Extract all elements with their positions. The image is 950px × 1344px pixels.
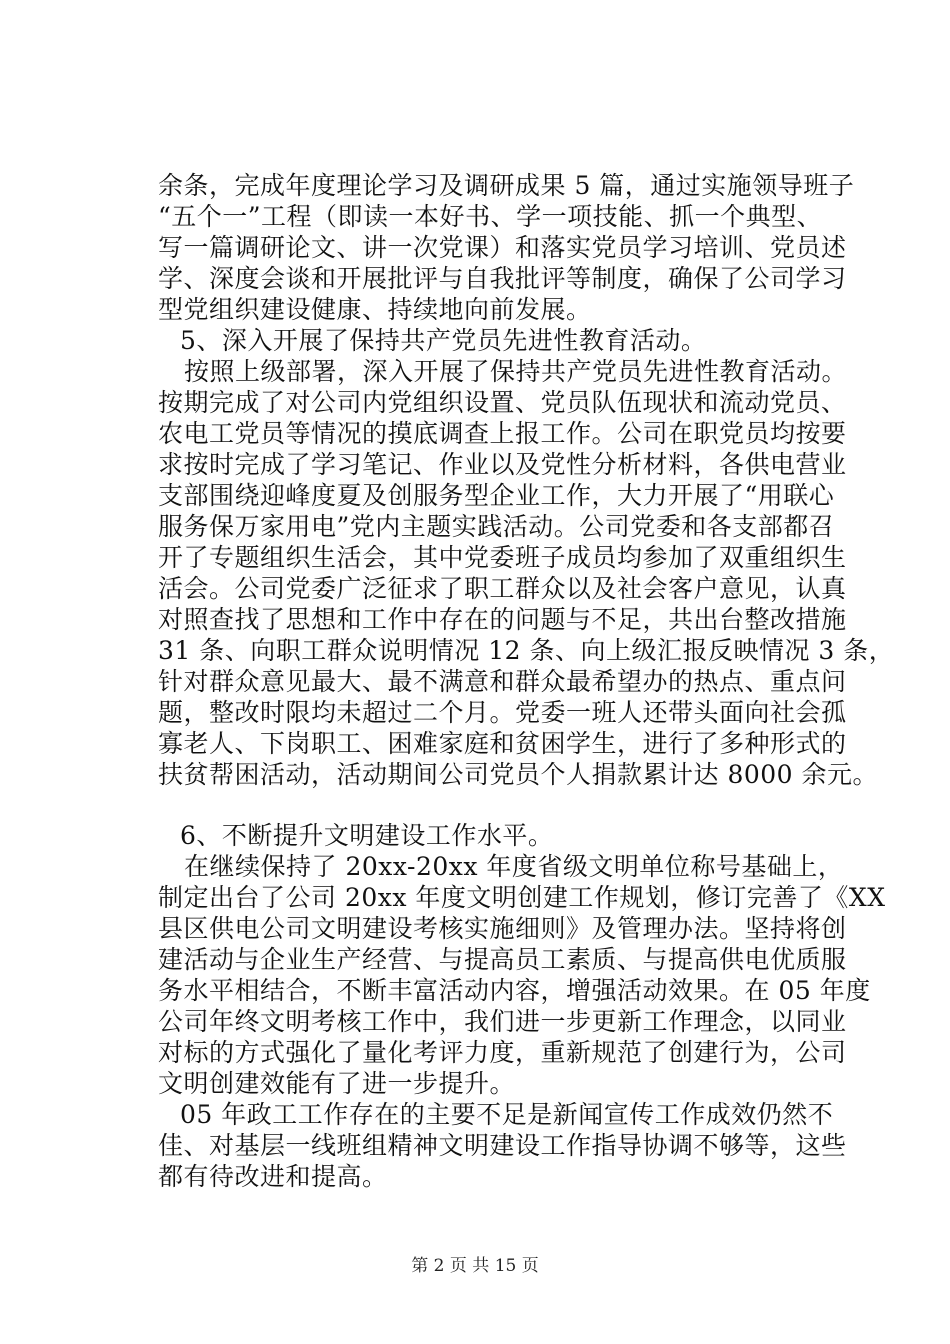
- text-line: 对标的方式强化了量化考评力度，重新规范了创建行为，公司: [158, 1038, 847, 1067]
- text-line: 31 条、向职工群众说明情况 12 条、向上级汇报反映情况 3 条，: [158, 636, 895, 665]
- paragraph-civilization-building: [158, 851, 886, 1099]
- text-line: 寡老人、下岗职工、困难家庭和贫困学生，进行了多种形式的: [158, 729, 847, 758]
- text-line: 学、深度会谈和开展批评与自我批评等制度，确保了公司学习: [158, 264, 847, 293]
- paragraph-shortcomings: [158, 1099, 847, 1192]
- text-line: 建活动与企业生产经营、与提高员工素质、与提高供电优质服: [158, 945, 847, 974]
- text-line: 开了专题组织生活会，其中党委班子成员均参加了双重组织生: [158, 543, 847, 572]
- text-line: 支部围绕迎峰度夏及创服务型企业工作，大力开展了“用联心: [158, 481, 835, 510]
- text-line: 求按时完成了学习笔记、作业以及党性分析材料，各供电营业: [158, 450, 847, 479]
- text-line: 服务保万家用电”党内主题实践活动。公司党委和各支部都召: [158, 512, 835, 541]
- text-line: 县区供电公司文明建设考核实施细则》及管理办法。坚持将创: [158, 914, 847, 943]
- text-line: 农电工党员等情况的摸底调查上报工作。公司在职党员均按要: [158, 419, 847, 448]
- text-line: 都有待改进和提高。: [158, 1162, 388, 1191]
- text-line: 余条，完成年度理论学习及调研成果 5 篇，通过实施领导班子: [158, 171, 855, 200]
- text-line: 在继续保持了 20xx-20xx 年度省级文明单位称号基础上，: [184, 852, 844, 881]
- text-line: 制定出台了公司 20xx 年度文明创建工作规划，修订完善了《XX: [158, 883, 886, 912]
- text-line: 按期完成了对公司内党组织设置、党员队伍现状和流动党员、: [158, 388, 847, 417]
- text-line: 题，整改时限均未超过二个月。党委一班人还带头面向社会孤: [158, 698, 847, 727]
- paragraph-education-activity: [158, 356, 895, 790]
- text-line: 务水平相结合，不断丰富活动内容，增强活动效果。在 05 年度: [158, 976, 871, 1005]
- text-line: 型党组织建设健康、持续地向前发展。: [158, 295, 592, 324]
- paragraph-study-summary: [158, 170, 855, 325]
- text-line: 05 年政工工作存在的主要不足是新闻宣传工作成效仍然不: [180, 1100, 834, 1129]
- text-line: 佳、对基层一线班组精神文明建设工作指导协调不够等，这些: [158, 1131, 847, 1160]
- document-body: [158, 170, 895, 1192]
- section-heading-6: 6、不断提升文明建设工作水平。: [180, 821, 554, 850]
- paragraph-spacer: [158, 790, 838, 820]
- text-line: 扶贫帮困活动，活动期间公司党员个人捐款累计达 8000 余元。: [158, 760, 879, 789]
- text-line: 按照上级部署，深入开展了保持共产党员先进性教育活动。: [184, 357, 848, 386]
- page-number-footer: 第 2 页 共 15 页: [411, 1256, 539, 1276]
- text-line: 活会。公司党委广泛征求了职工群众以及社会客户意见，认真: [158, 574, 847, 603]
- text-line: 对照查找了思想和工作中存在的问题与不足，共出台整改措施: [158, 605, 847, 634]
- text-line: “五个一”工程（即读一本好书、学一项技能、抓一个典型、: [158, 202, 823, 231]
- text-line: 针对群众意见最大、最不满意和群众最希望办的热点、重点问: [158, 667, 847, 696]
- text-line: 文明创建效能有了进一步提升。: [158, 1069, 516, 1098]
- text-line: 写一篇调研论文、讲一次党课）和落实党员学习培训、党员述: [158, 233, 847, 262]
- text-line: 公司年终文明考核工作中，我们进一步更新工作理念，以同业: [158, 1007, 847, 1036]
- section-heading-5: 5、深入开展了保持共产党员先进性教育活动。: [180, 326, 707, 355]
